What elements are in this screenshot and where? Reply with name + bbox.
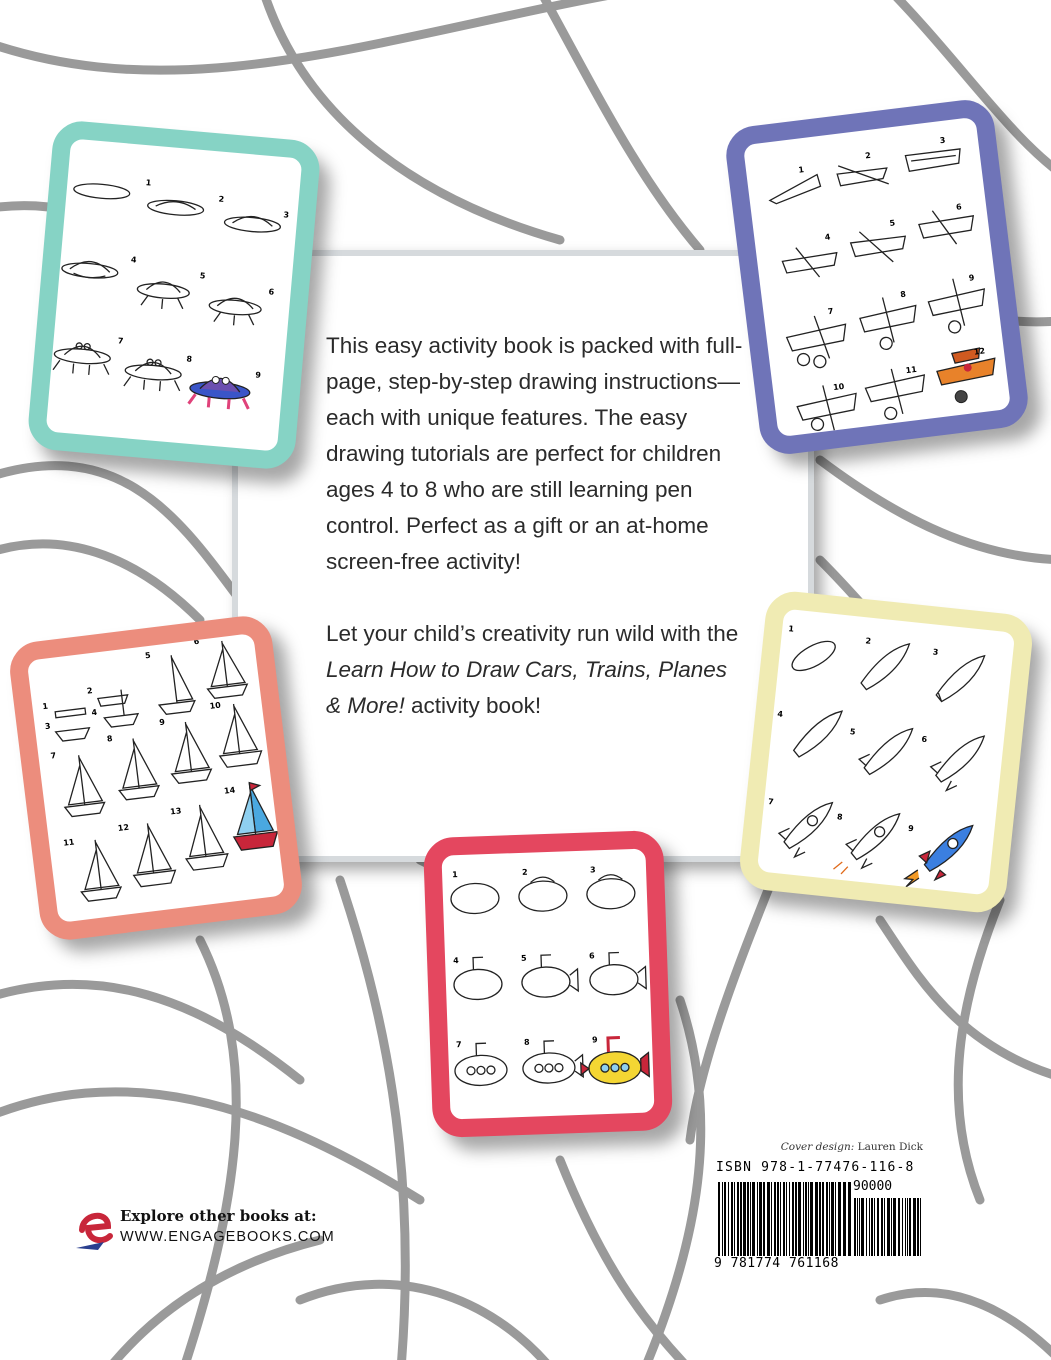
description-paragraph-2-lead: Let your child’s creativity run wild with the (326, 621, 739, 646)
barcode-bar (917, 1198, 919, 1256)
step-number: 7 (50, 751, 57, 761)
barcode-bar (874, 1198, 875, 1256)
barcode-bar (757, 1182, 758, 1256)
step-number: 8 (106, 734, 113, 744)
barcode-bar (902, 1198, 903, 1256)
step-number: 12 (117, 822, 130, 833)
step-number: 1 (797, 165, 805, 175)
step-number: 11 (62, 837, 75, 848)
step-number: 3 (44, 721, 51, 732)
barcode-bar (718, 1182, 720, 1256)
step-number: 4 (452, 956, 459, 966)
plane-drawing-card (723, 97, 1031, 457)
step-number: 8 (836, 812, 843, 822)
barcode-bar (861, 1198, 864, 1256)
barcode-bar (808, 1182, 809, 1256)
barcode-bar (822, 1182, 824, 1256)
step-number: 6 (268, 287, 275, 297)
barcode-bar (786, 1182, 787, 1256)
book-description (326, 328, 746, 760)
step-number: 12 (973, 346, 986, 357)
step-number: 7 (827, 306, 834, 317)
step-number: 10 (832, 381, 845, 393)
submarine-steps-illustration (441, 849, 654, 1120)
step-number: 4 (776, 709, 784, 719)
book-title-italic: Learn How to Draw Cars, Trains, Planes & More! (326, 657, 727, 718)
step-number: 7 (117, 336, 124, 346)
barcode-bar (843, 1182, 846, 1256)
step-number: 10 (209, 700, 222, 711)
barcode-bar (805, 1182, 807, 1256)
step-number: 6 (193, 636, 200, 647)
barcode-bar (750, 1182, 751, 1256)
barcode-bar (737, 1182, 739, 1256)
barcode-bar (747, 1182, 749, 1256)
step-number: 6 (588, 951, 595, 961)
explore-books-text: Explore other books at: (120, 1207, 317, 1225)
submarine-drawing-card (423, 830, 673, 1138)
barcode-bar (907, 1198, 908, 1256)
barcode-bar (734, 1182, 735, 1256)
barcode-bar (731, 1182, 733, 1256)
barcode-bar (783, 1182, 785, 1256)
barcode-bar (743, 1182, 746, 1256)
step-number: 14 (223, 785, 236, 796)
step-number: 1 (41, 701, 49, 712)
step-number: 1 (787, 624, 795, 634)
barcode-bar (891, 1198, 892, 1256)
step-number: 4 (824, 232, 831, 243)
barcode-bar (798, 1182, 801, 1256)
sailboat-drawing-card (7, 613, 306, 943)
step-number: 1 (145, 178, 152, 188)
step-number: 13 (169, 806, 182, 817)
cover-design-label: Cover design: (780, 1141, 855, 1153)
barcode-digits: 9 781774 761168 (714, 1256, 839, 1271)
barcode-bar (803, 1182, 804, 1256)
barcode-bar (728, 1182, 729, 1256)
ufo-drawing-card (26, 119, 322, 471)
barcode-bar (763, 1182, 765, 1256)
barcode-bar (835, 1182, 836, 1256)
step-number: 8 (186, 354, 193, 364)
step-number: 3 (283, 210, 290, 220)
rocket-drawing-card (737, 589, 1035, 915)
barcode-bar (792, 1182, 794, 1256)
step-number: 8 (899, 289, 907, 300)
barcode-bar (869, 1198, 870, 1256)
ufo-steps-illustration (46, 138, 303, 451)
step-number: 2 (86, 686, 94, 696)
step-number: 2 (864, 150, 872, 161)
barcode-price-code: 90000 (853, 1179, 893, 1194)
step-number: 7 (455, 1040, 462, 1050)
step-number: 3 (932, 647, 939, 657)
barcode-bar (722, 1182, 723, 1256)
step-number: 5 (144, 650, 152, 661)
step-number: 2 (865, 636, 872, 646)
barcode-bar (857, 1198, 858, 1256)
step-number: 7 (767, 796, 775, 807)
barcode-bar (859, 1198, 860, 1256)
barcode-bar (819, 1182, 821, 1256)
barcode-bar (866, 1198, 867, 1256)
plane-steps-illustration (743, 117, 1011, 437)
barcode-bar (893, 1198, 896, 1256)
barcode-bar (815, 1182, 818, 1256)
step-number: 5 (889, 218, 896, 229)
barcode-bar (913, 1198, 916, 1256)
step-number: 9 (254, 370, 262, 380)
barcode-bar (920, 1198, 921, 1256)
step-number: 4 (91, 707, 98, 718)
barcode-bar (740, 1182, 742, 1256)
step-number: 11 (905, 364, 918, 376)
publisher-website-link[interactable]: WWW.ENGAGEBOOKS.COM (120, 1229, 335, 1245)
description-paragraph-2 (326, 616, 746, 724)
barcode-bar (905, 1198, 906, 1256)
sailboat-steps-illustration (27, 633, 285, 923)
step-number: 5 (520, 953, 527, 963)
barcode-bar (771, 1182, 772, 1256)
barcode-bar (810, 1182, 813, 1256)
isbn-number: ISBN 978-1-77476-116-8 (716, 1160, 915, 1175)
step-number: 9 (158, 717, 166, 728)
step-number: 5 (199, 271, 206, 281)
description-paragraph-2-tail: activity book! (404, 693, 542, 718)
barcode-bar (826, 1182, 828, 1256)
sailboat-step-numbers (36, 635, 240, 849)
step-number: 4 (130, 255, 137, 265)
barcode-bar (887, 1198, 890, 1256)
step-number: 2 (218, 194, 225, 204)
ufo-step-numbers (115, 177, 291, 381)
step-number: 6 (921, 734, 928, 745)
barcode-bar (767, 1182, 770, 1256)
barcode-bar (795, 1182, 797, 1256)
cover-designer-name: Lauren Dick (857, 1141, 923, 1153)
barcode-bar (881, 1198, 883, 1256)
barcode-bar (774, 1182, 776, 1256)
barcode-bar (909, 1198, 911, 1256)
engage-e-logo-icon (74, 1204, 116, 1252)
step-number: 2 (521, 867, 528, 877)
description-paragraph-1: This easy activity book is packed with full-page, step-by-step drawing instructions—each with unique features. The easy drawing tutorials are perfect for children ages 4 to 8 who are still learning pen control. Perfect as a gift or an at-home screen-free activity! (326, 333, 743, 574)
barcode-bar (854, 1198, 856, 1256)
step-number: 3 (589, 865, 596, 875)
barcode-bar (724, 1182, 726, 1256)
barcode-bar (752, 1182, 755, 1256)
barcode-bar (789, 1182, 790, 1256)
barcode-bar (884, 1198, 885, 1256)
barcode-bar (838, 1182, 841, 1256)
rocket-step-numbers (766, 624, 939, 834)
step-number: 5 (849, 727, 856, 737)
barcode-bar (848, 1182, 851, 1256)
step-number: 1 (451, 870, 458, 880)
step-number: 6 (955, 202, 963, 212)
barcode-bar (871, 1198, 873, 1256)
step-number: 3 (939, 135, 946, 146)
barcode-bar (877, 1198, 879, 1256)
barcode-bar (831, 1182, 834, 1256)
barcode-bar (898, 1198, 900, 1256)
cover-design-credit (781, 1141, 923, 1153)
barcode-bar (780, 1182, 781, 1256)
barcode-bar (829, 1182, 830, 1256)
step-number: 8 (523, 1037, 530, 1047)
step-number: 9 (591, 1035, 598, 1045)
barcode-bar (777, 1182, 779, 1256)
step-number: 9 (907, 823, 915, 834)
barcode-bar (759, 1182, 762, 1256)
rocket-steps-illustration (757, 609, 1015, 896)
step-number: 9 (968, 273, 975, 283)
